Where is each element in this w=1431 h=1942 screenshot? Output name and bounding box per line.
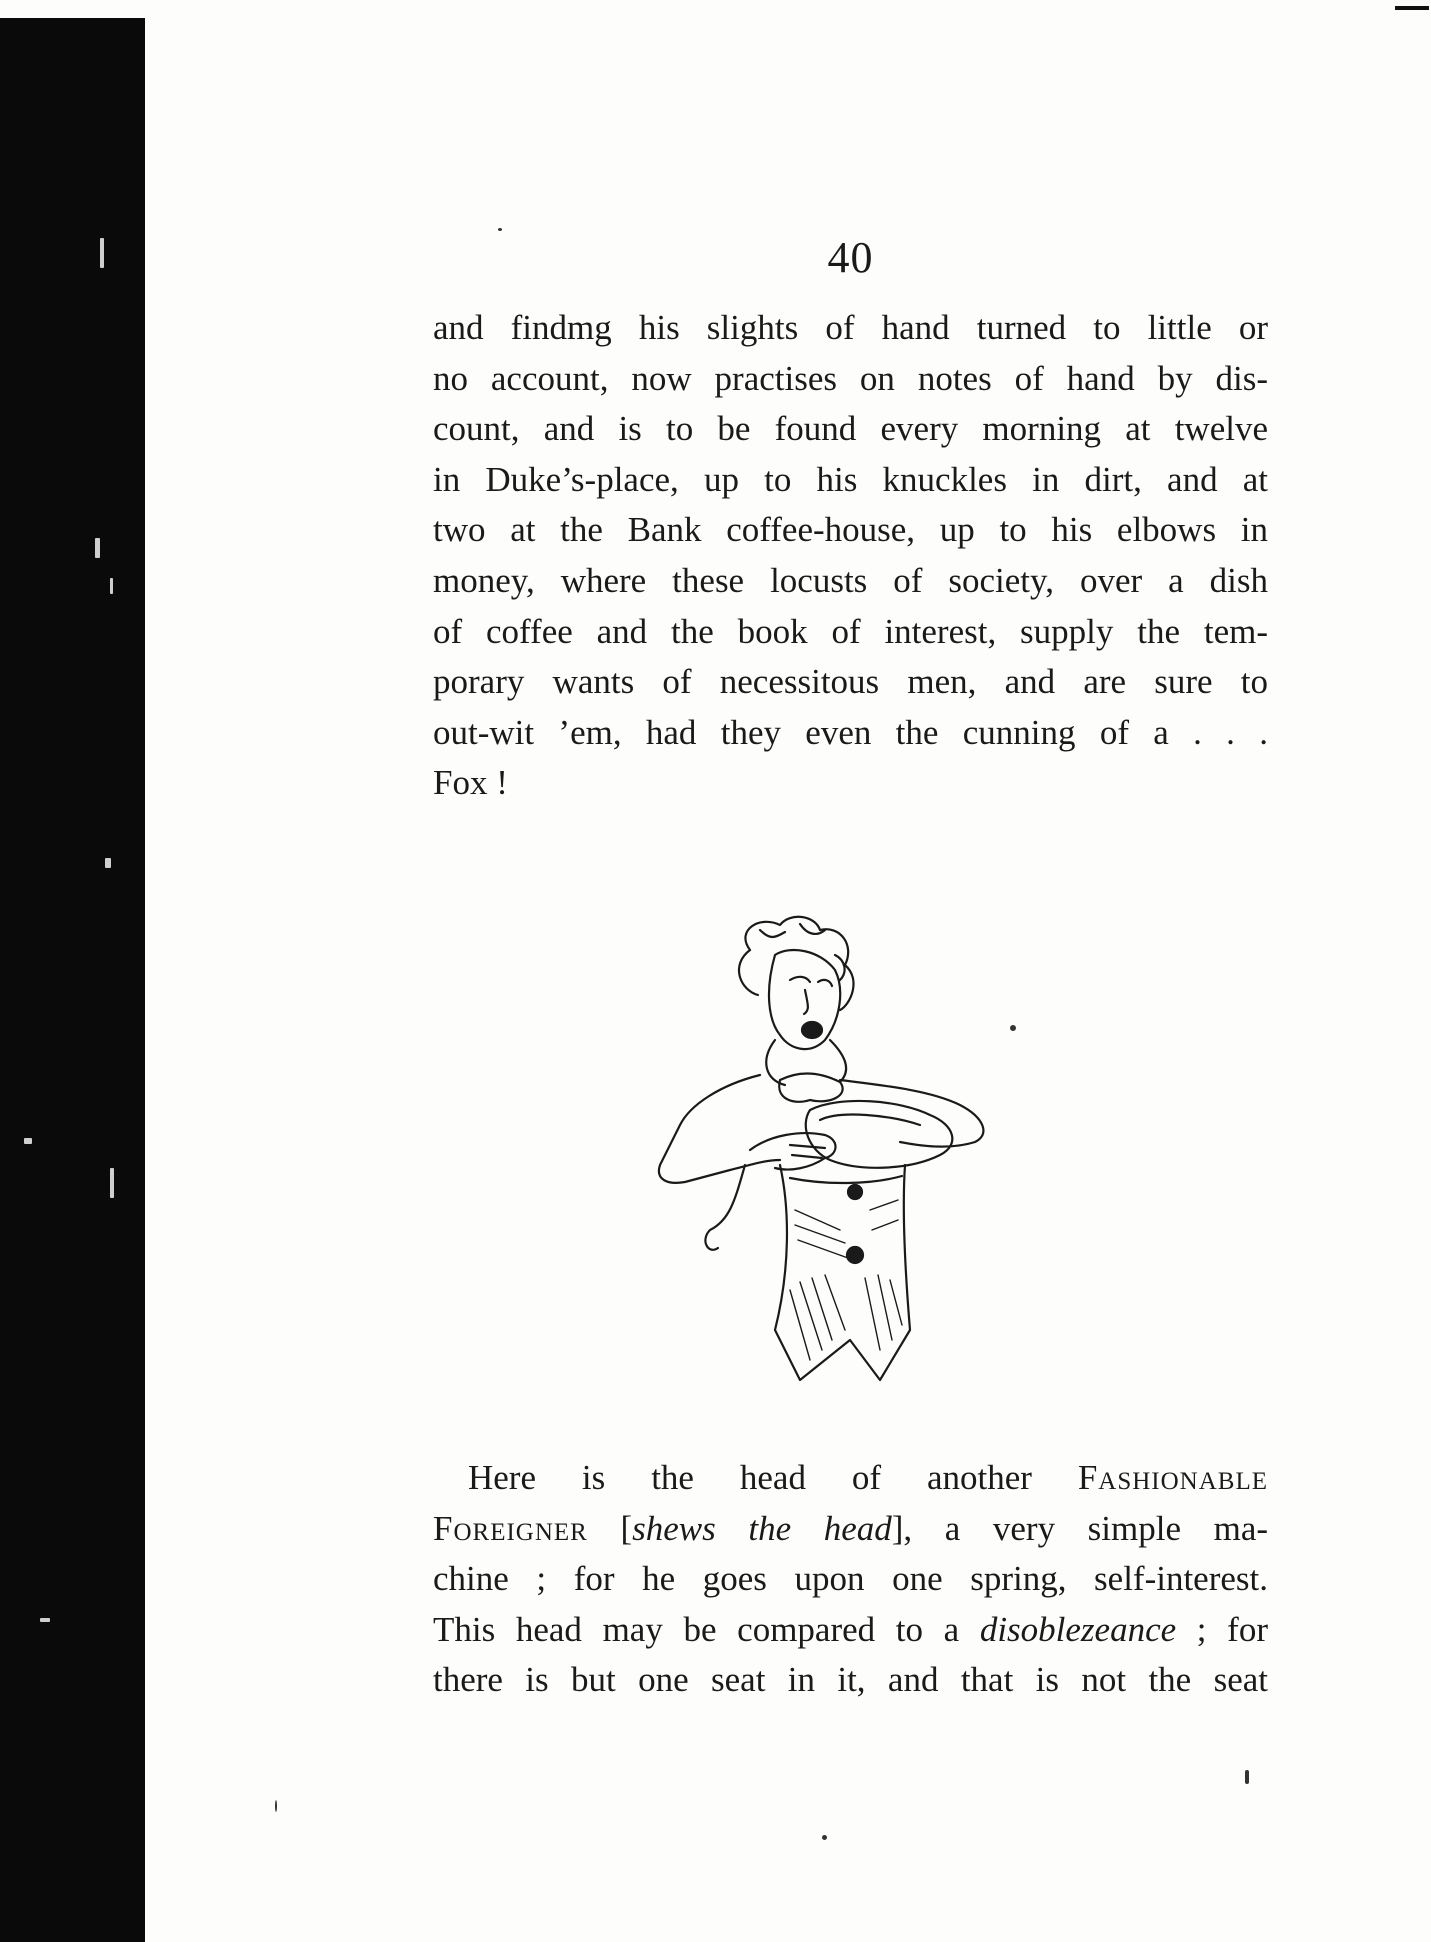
text-line: in Duke’s-place, up to his knuckles in dirt, and at [433,459,1268,499]
text-line: money, where these locusts of society, over a dish [433,560,1268,600]
text-run: ], a very simple ma- [891,1508,1269,1548]
page-number: 40 [827,233,874,282]
italic-text: shews the head [632,1508,892,1548]
text-run: This head may be compared to a [433,1609,980,1649]
text-line: chine ; for he goes upon one spring, self-interest. [433,1559,1268,1599]
ink-speck [1245,1770,1249,1784]
paragraph-2 [433,1453,1268,1706]
paragraph-1 [433,303,1268,809]
text-line: no account, now practises on notes of hand by dis- [433,358,1268,398]
small-caps-text: Fashionable [1077,1458,1268,1497]
binding-speck [40,1618,50,1622]
binding-speck [110,1168,114,1198]
text-line: porary wants of necessitous men, and are sure to [433,662,1268,702]
text-line: count, and is to be found every morning at twelve [433,409,1268,449]
text-line: of coffee and the book of interest, supply the tem- [433,611,1268,651]
text-run: ; for [1176,1609,1268,1649]
ink-speck [822,1835,827,1840]
binding-speck [110,578,113,594]
text-line [433,1453,1268,1504]
scan-corner-mark [1395,6,1429,10]
binding-speck [95,538,100,558]
text-line [433,1504,1268,1555]
ink-speck [1010,1025,1016,1031]
scanned-binding-edge [0,18,145,1942]
small-caps-text: Foreigner [433,1508,588,1548]
text-line: and findmg his slights of hand turned to little or [433,308,1268,347]
binding-speck [24,1138,32,1144]
text-run: [ [587,1508,633,1548]
text-line: there is but one seat in it, and that is not the seat [433,1660,1268,1700]
ink-speck [275,1800,277,1812]
text-line: out-wit ’em, had they even the cunning of a . . . [433,712,1268,752]
text-line: Fox ! [433,763,508,803]
text-line [433,1605,1268,1656]
engraving-illustration [640,910,1050,1400]
ink-speck [498,228,502,231]
binding-speck [105,858,111,868]
text-run: Here is the head of another [468,1458,1078,1497]
italic-text: disoblezeance [979,1609,1177,1649]
text-line: two at the Bank coffee-house, up to his elbows in [433,510,1268,550]
